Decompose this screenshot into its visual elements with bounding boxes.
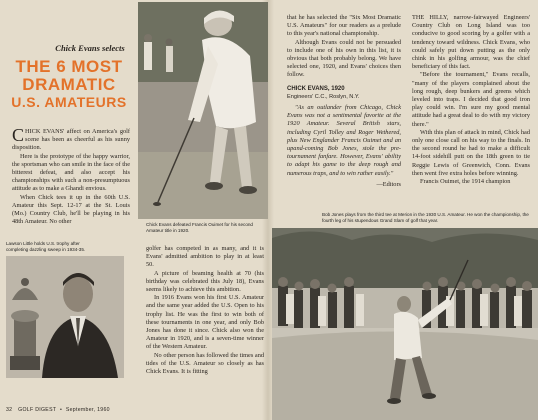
kicker: Chick Evans selects [55,43,125,53]
intro-p2: Here is the prototype of the happy warrior, the sportsman who can smile in the face of the bitterest defeat, and also accept his championships with such a non-presumptuous attitude as to make a Ghandi envious. [12,152,130,193]
col4-text [412,14,530,186]
drop-cap: C [12,125,25,145]
col2-p3: In 1916 Evans won his first U.S. Amateur and the same year added the U.S. Open to his trophy list. He was the first to win both of these tournaments in one year, and only Bob Jones has done it since. Chick also won the Amateur in 1920, and is a seven-time winner of the Western Amateur. [146,294,264,351]
col4-p4: Francis Ouimet, the 1914 champion [420,178,511,186]
headline [8,58,130,110]
col3-p2: Although Evans could not be persuaded to include one of his own in this list, it is obvious that both probably belong. We have selected one, 1920, and Evans' choices then follow. [287,38,401,79]
intro-p3: When Chick tees it up in the 60th U.S. Amateur this Sept. 12-17 at the St. Louis (Mo.) Country Club, he'll be playing in his 48th Amateur. No other [12,193,130,226]
jones-photo-caption: Bob Jones plays from the third tee at Merion in the 1930 U.S. Amateur. He won the championship, the fourth leg of his stupendous Grand Slam of golf that year. [322,212,529,223]
col4-p3: With this plan of attack in mind, Chick had only one close call on his way to the finals. In the second round he had to make a difficult 14-foot sidehill putt on the 18th green to tie Reggie Lewis of Greenwich, Conn. Evans then went five extra holes before winning. [412,128,530,177]
intro-lead: HICK EVANS' affect on America's golf scene has been as cheerful as his sunny disposition. [12,128,130,152]
page-number: 32 [6,407,13,413]
col2-bottom-text [146,245,264,376]
section-subheading: Engineers' C.C., Roslyn, N.Y. [287,93,360,100]
section-heading: CHICK EVANS, 1920 [287,85,345,92]
col4-p2: "Before the tournament," Evans recalls, "many of the players complained about the long rough, deep bunkers and greens which leveled into traps. I decided that good iron play could win. I'm sure my good mental attitude had a great deal to do with my victory there." [412,71,530,128]
little-photo-caption: Lawson Little holds U.S. trophy after completing dazzling sweep in 1934-35. [6,241,86,252]
col4-p1: THE HILLY, narrow-fairwayed Engineers' Country Club on Long Island was too conducive to good scoring by a golfer with a tendency toward wildness. Chick Evans, who could safely put down putting as the only chink in his golfing armour, was the chief beneficiary of this fact. [412,14,530,71]
chick-evans-photo [138,2,268,219]
col3-quote: "As an outlander from Chicago, Chick Evans was not a sentimental favorite at the 1920 Amateur. Several British stars, including Cyril Tolley and Roger Wethered, plus New Englander Francis Ouimet and an upand-coming Bob Jones, stole the pre-tournament fanfare. However, Evans' ability to adapt his game to the deep rough and numerous traps, and to win rather easily." [287,104,401,177]
intro-text [12,125,130,226]
headline-line3: U.S. AMATEURS [11,94,127,110]
col3-p1: that he has selected the "Six Most Dramatic U.S. Amateurs" for our readers as a prelude to this year's national championship. [287,14,401,38]
col2-p1: golfer has competed in as many, and it is Evans' admitted ambition to play in at least 50. [146,245,264,269]
bob-jones-photo [272,228,538,420]
headline-line1: THE 6 MOST [15,57,123,76]
col2-p4: No other person has followed the times and tides of the U.S. Amateur so closely as has Chick Evans. It is fitting [146,351,264,376]
issue-date: September, 1960 [65,407,110,413]
col3-text [287,14,401,189]
page-footer: 32 GOLF DIGEST • September, 1960 [6,407,110,413]
lawson-little-photo [6,256,124,378]
magazine-name: GOLF DIGEST [18,407,57,413]
col3-credit: —Editors [376,180,401,188]
headline-line2: DRAMATIC [22,75,116,94]
col2-p2: A picture of beaming health at 70 (his birthday was celebrated this July 18), Evans seems likely to achieve this ambition. [146,269,264,294]
evans-photo-caption: Chick Evans defeated Francis Ouimet for his second Amateur title in 1920. [146,222,253,233]
